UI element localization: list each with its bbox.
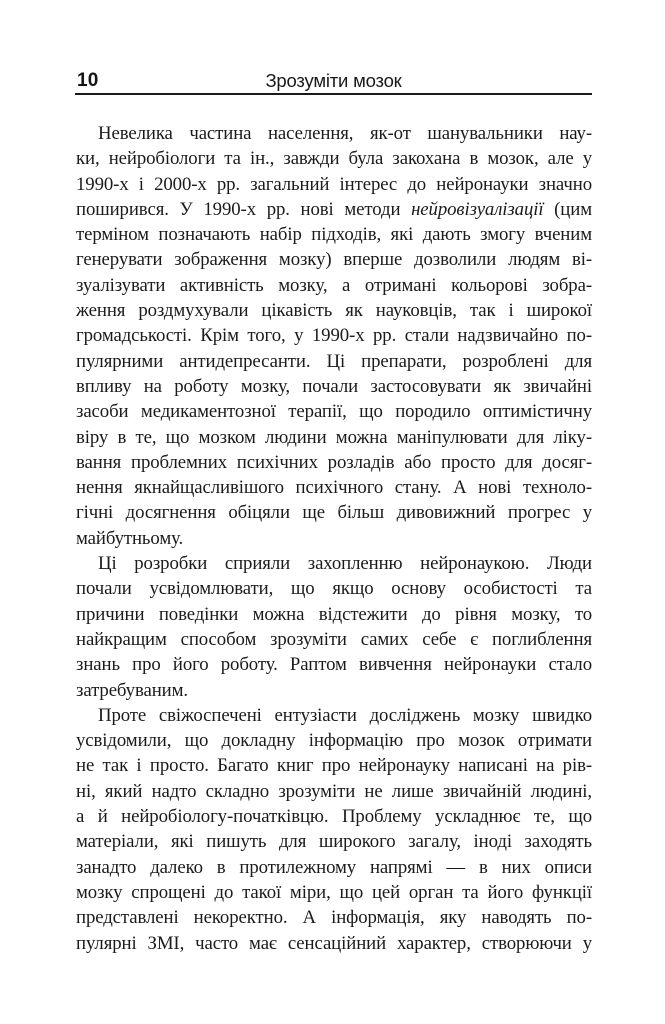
text-line: причини поведінки можна відстежити до рівня мозку, то [76, 603, 592, 625]
text-line: затребуваним. [76, 679, 189, 701]
text-line: а й нейробіологу-початківцю. Проблему ускладнює те, що [76, 806, 592, 828]
text-line: 1990-х і 2000-х рр. загальний інтерес до нейронауки значно [76, 173, 592, 195]
text-line: представлені некоректно. А інформація, яку наводять по- [76, 907, 592, 929]
text-line: Невелика частина населення, як-от шанувальники нау- [98, 123, 592, 144]
text-line: почали усвідомлювати, що якщо основу особистості та [76, 578, 592, 600]
text-line: ки, нейробіологи та ін., завжди була закохана в мозок, але у [76, 148, 592, 170]
text-line: генерувати зображення мозку) вперше дозволили людям ві- [76, 249, 592, 271]
paragraph-2 [76, 551, 592, 703]
text-line: занадто далеко в протилежному напрямі — в них описи [76, 856, 592, 878]
running-title: Зрозуміти мозок [265, 70, 402, 91]
text-line: поширився. У 1990-х рр. нові методи нейровізуалізації (цим [76, 198, 592, 220]
text-line: ні, який надто складно зрозуміти не лише звичайній людині, [76, 780, 592, 802]
text-line: нення якнайщасливішого психічного стану. А нові техноло- [76, 477, 592, 499]
page-header [75, 68, 592, 90]
text-line: зуалізувати активність мозку, а отримані кольорові зобра- [76, 274, 592, 296]
text-line: Ці розробки сприяли захопленню нейронаукою. Люди [98, 553, 592, 575]
text-line: громадськості. Крім того, у 1990-х рр. стали надзвичайно по- [76, 325, 592, 347]
paragraph-3 [76, 703, 592, 956]
text-line: усвідомили, що докладну інформацію про мозок отримати [76, 730, 592, 752]
text-line: віру в те, що мозком людини можна маніпулювати для ліку- [76, 426, 592, 448]
text-line: не так і просто. Багато книг про нейронауку написані на рів- [76, 755, 592, 777]
text-line: мозку спрощені до такої міри, що цей орган та його функції [76, 881, 592, 903]
text-line: пулярними антидепресанти. Ці препарати, розроблені для [76, 350, 592, 372]
text-line: терміном позначають набір підходів, які дають змогу вченим [76, 224, 592, 246]
text-line: найкращим способом зрозуміти самих себе є поглиблення [76, 628, 592, 650]
text-line: знань про його роботу. Раптом вивчення нейронауки стало [76, 654, 592, 676]
text-line: Проте свіжоспечені ентузіасти досліджень мозку швидко [98, 704, 592, 726]
page-number: 10 [77, 70, 99, 91]
page-body [76, 121, 592, 956]
text-line: пулярні ЗМІ, часто має сенсаційний характер, створюючи у [76, 932, 592, 954]
text-line: матеріали, які пишуть для широкого загалу, іноді заходять [76, 831, 592, 853]
text-line: засоби медикаментозної терапії, що породило оптимістичну [76, 401, 592, 423]
text-line: вання проблемних психічних розладів або просто для досяг- [76, 451, 592, 473]
text-line: гічні досягнення обіцяли ще більш дивовижний прогрес у [76, 502, 592, 524]
header-rule [75, 93, 592, 95]
text-line: майбутньому. [76, 527, 184, 549]
paragraph-1 [76, 121, 592, 551]
text-line: впливу на роботу мозку, почали застосовувати як звичайні [76, 375, 592, 397]
text-line: ження роздмухували цікавість як науковців, так і широкої [76, 300, 592, 322]
